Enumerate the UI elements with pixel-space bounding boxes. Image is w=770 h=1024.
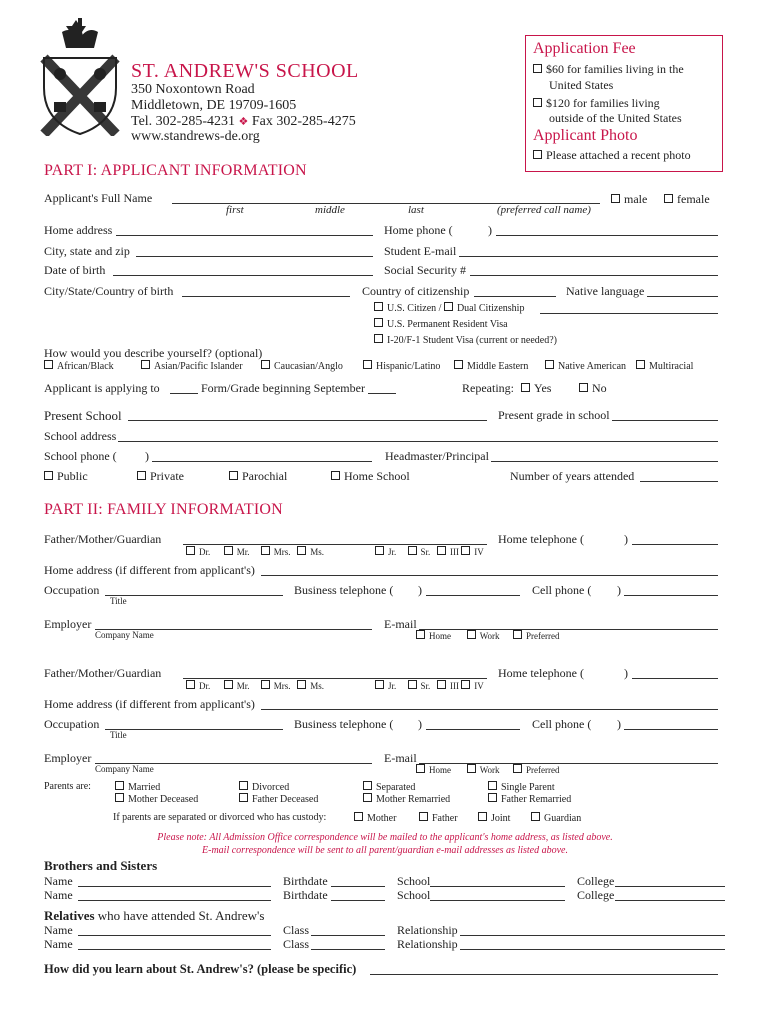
learn-about-label: How did you learn about St. Andrew's? (please be specific) bbox=[44, 962, 357, 976]
dob-field[interactable] bbox=[113, 275, 373, 276]
suffix-option[interactable]: IV bbox=[461, 681, 484, 691]
guardian1-business-tel-label: Business telephone ( bbox=[294, 583, 394, 597]
sibling2-school-field[interactable] bbox=[430, 900, 565, 901]
checkbox-icon bbox=[454, 360, 463, 369]
ssn-field[interactable] bbox=[470, 275, 718, 276]
present-grade-label: Present grade in school bbox=[498, 408, 610, 422]
sibling2-name-label: Name bbox=[44, 888, 73, 902]
preferred-label: (preferred call name) bbox=[497, 204, 591, 216]
status-separated[interactable]: Separated bbox=[363, 781, 415, 793]
email-type-option[interactable]: Preferred bbox=[513, 765, 559, 775]
sibling2-school-label: School bbox=[397, 888, 431, 902]
guardian2-name-field[interactable] bbox=[183, 678, 487, 679]
part1-title: PART I: APPLICANT INFORMATION bbox=[44, 162, 307, 179]
sibling1-birthdate-label: Birthdate bbox=[283, 874, 328, 888]
form-grade-label: Form/Grade beginning September bbox=[201, 381, 365, 395]
guardian1-home-tel-close: ) bbox=[624, 532, 628, 546]
ethnicity-option[interactable]: Asian/Pacific Islander bbox=[141, 360, 243, 372]
status-single-parent[interactable]: Single Parent bbox=[488, 781, 555, 793]
middle-label: middle bbox=[315, 204, 345, 216]
checkbox-icon bbox=[467, 764, 476, 773]
ethnicity-option[interactable]: Caucasian/Anglo bbox=[261, 360, 343, 372]
sibling2-college-field[interactable] bbox=[615, 900, 725, 901]
prefix-option[interactable]: Dr. bbox=[186, 547, 210, 557]
checkbox-icon bbox=[579, 383, 588, 392]
suffix-option[interactable]: III bbox=[437, 547, 459, 557]
city-state-field[interactable] bbox=[136, 256, 373, 257]
checkbox-icon bbox=[363, 781, 372, 790]
relative2-name-label: Name bbox=[44, 937, 73, 951]
relative1-class-field[interactable] bbox=[311, 935, 385, 936]
school-address-label: School address bbox=[44, 429, 117, 443]
guardian2-cell-label: Cell phone ( bbox=[532, 717, 592, 731]
checkbox-icon bbox=[408, 546, 417, 555]
guardian2-occupation-field[interactable] bbox=[105, 729, 283, 730]
prefix-option[interactable]: Mr. bbox=[224, 681, 250, 691]
sibling1-name-field[interactable] bbox=[78, 886, 271, 887]
last-label: last bbox=[408, 204, 424, 216]
checkbox-icon bbox=[545, 360, 554, 369]
applying-label: Applicant is applying to bbox=[44, 381, 160, 395]
custody-joint[interactable]: Joint bbox=[478, 812, 510, 824]
checkbox-icon bbox=[636, 360, 645, 369]
email-type-option[interactable]: Home bbox=[416, 631, 451, 641]
applicant-photo-title: Applicant Photo bbox=[533, 127, 638, 144]
sibling2-birthdate-label: Birthdate bbox=[283, 888, 328, 902]
custody-label: If parents are separated or divorced who has custody: bbox=[113, 812, 327, 823]
guardian2-business-tel-label: Business telephone ( bbox=[294, 717, 394, 731]
relative2-relationship-label: Relationship bbox=[397, 937, 458, 951]
status-married[interactable]: Married bbox=[115, 781, 160, 793]
guardian1-prefix-options bbox=[186, 546, 324, 557]
guardian1-cell-close: ) bbox=[617, 583, 621, 597]
permanent-resident-option[interactable]: U.S. Permanent Resident Visa bbox=[374, 318, 508, 330]
dob-label: Date of birth bbox=[44, 263, 106, 277]
suffix-option[interactable]: IV bbox=[461, 547, 484, 557]
custody-mother[interactable]: Mother bbox=[354, 812, 396, 824]
guardian1-address-field[interactable] bbox=[261, 575, 718, 576]
sibling1-college-field[interactable] bbox=[615, 886, 725, 887]
student-email-label: Student E-mail bbox=[384, 244, 457, 258]
guardian2-home-tel-label: Home telephone ( bbox=[498, 666, 584, 680]
guardian1-suffix-options bbox=[375, 546, 484, 557]
checkbox-icon bbox=[461, 680, 470, 689]
checkbox-icon bbox=[419, 812, 428, 821]
suffix-option[interactable]: Jr. bbox=[375, 547, 396, 557]
school-type-home[interactable]: Home School bbox=[331, 469, 410, 484]
checkbox-icon bbox=[416, 764, 425, 773]
guardian2-business-tel-field[interactable] bbox=[426, 729, 520, 730]
citizenship-type-row: U.S. Citizen / Dual Citizenship bbox=[374, 302, 524, 314]
citizenship-field[interactable] bbox=[474, 296, 556, 297]
prefix-option[interactable]: Mrs. bbox=[261, 681, 291, 691]
present-school-field[interactable] bbox=[128, 420, 487, 421]
checkbox-icon bbox=[137, 471, 146, 480]
checkbox-icon bbox=[374, 318, 383, 327]
status-divorced[interactable]: Divorced bbox=[239, 781, 289, 793]
checkbox-icon bbox=[533, 150, 542, 159]
checkbox-icon bbox=[239, 781, 248, 790]
checkbox-icon bbox=[375, 546, 384, 555]
school-city: Middletown, DE 19709-1605 bbox=[131, 98, 297, 113]
checkbox-icon bbox=[224, 680, 233, 689]
guardian2-title-label: Title bbox=[110, 730, 127, 740]
repeating-yes[interactable]: Yes bbox=[521, 381, 551, 396]
prefix-option[interactable]: Ms. bbox=[297, 547, 324, 557]
part2-title: PART II: FAMILY INFORMATION bbox=[44, 501, 283, 518]
guardian1-home-tel-label: Home telephone ( bbox=[498, 532, 584, 546]
relative2-relationship-field[interactable] bbox=[460, 949, 725, 950]
checkbox-icon bbox=[488, 793, 497, 802]
checkbox-icon bbox=[115, 793, 124, 802]
guardian1-cell-label: Cell phone ( bbox=[532, 583, 592, 597]
checkbox-icon bbox=[141, 360, 150, 369]
present-school-label: Present School bbox=[44, 408, 122, 423]
checkbox-icon bbox=[297, 680, 306, 689]
school-phone-field[interactable] bbox=[152, 461, 372, 462]
headmaster-field[interactable] bbox=[491, 461, 718, 462]
guardian2-cell-field[interactable] bbox=[624, 729, 718, 730]
checkbox-icon bbox=[611, 194, 620, 203]
school-crest-logo bbox=[40, 18, 120, 136]
first-label: first bbox=[226, 204, 244, 216]
checkbox-icon bbox=[186, 680, 195, 689]
checkbox-icon bbox=[229, 471, 238, 480]
guardian1-email-options bbox=[416, 630, 560, 641]
checkbox-icon bbox=[115, 781, 124, 790]
years-attended-label: Number of years attended bbox=[510, 469, 635, 483]
fee-us-option-cont: United States bbox=[549, 78, 614, 92]
guardian1-occupation-label: Occupation bbox=[44, 583, 100, 597]
guardian2-cell-close: ) bbox=[617, 717, 621, 731]
checkbox-icon bbox=[467, 630, 476, 639]
checkbox-icon bbox=[239, 793, 248, 802]
checkbox-icon bbox=[416, 630, 425, 639]
school-website: www.standrews-de.org bbox=[131, 129, 260, 144]
years-attended-field[interactable] bbox=[640, 481, 718, 482]
checkbox-icon bbox=[186, 546, 195, 555]
relative1-name-field[interactable] bbox=[78, 935, 271, 936]
siblings-title: Brothers and Sisters bbox=[44, 858, 158, 873]
correspondence-note-1: Please note: All Admission Office correspondence will be mailed to the applicant's home address, as listed above. bbox=[157, 832, 613, 843]
checkbox-icon bbox=[478, 812, 487, 821]
guardian1-name-field[interactable] bbox=[183, 544, 487, 545]
status-mother-deceased[interactable]: Mother Deceased bbox=[115, 793, 198, 805]
ethnicity-option[interactable]: Native American bbox=[545, 360, 626, 372]
school-type-parochial[interactable]: Parochial bbox=[229, 469, 287, 484]
email-type-option[interactable]: Work bbox=[467, 765, 500, 775]
checkbox-icon[interactable] bbox=[444, 302, 453, 311]
checkbox-icon bbox=[513, 764, 522, 773]
checkbox-icon bbox=[44, 471, 53, 480]
school-phone-close: ) bbox=[145, 449, 149, 463]
guardian1-address-label: Home address (if different from applicant's) bbox=[44, 563, 255, 577]
sibling1-school-field[interactable] bbox=[430, 886, 565, 887]
checkbox-icon bbox=[664, 194, 673, 203]
relative1-class-label: Class bbox=[283, 923, 310, 937]
ethnicity-option[interactable]: African/Black bbox=[44, 360, 114, 372]
checkbox-icon bbox=[437, 680, 446, 689]
school-name: ST. ANDREW'S SCHOOL bbox=[131, 60, 359, 82]
guardian1-label: Father/Mother/Guardian bbox=[44, 532, 162, 546]
prefix-option[interactable]: Mr. bbox=[224, 547, 250, 557]
relatives-title: Relatives who have attended St. Andrew's bbox=[44, 908, 265, 923]
guardian2-employer-label: Employer bbox=[44, 751, 92, 765]
guardian2-suffix-options bbox=[375, 680, 484, 691]
fee-us-option[interactable]: $60 for families living in the bbox=[533, 62, 684, 77]
checkbox-icon[interactable] bbox=[374, 302, 383, 311]
relative2-name-field[interactable] bbox=[78, 949, 271, 950]
application-fee-title: Application Fee bbox=[533, 40, 636, 57]
guardian1-cell-field[interactable] bbox=[624, 595, 718, 596]
september-year-field[interactable] bbox=[368, 393, 396, 394]
status-mother-remarried[interactable]: Mother Remarried bbox=[363, 793, 450, 805]
email-type-option[interactable]: Home bbox=[416, 765, 451, 775]
present-grade-field[interactable] bbox=[612, 420, 718, 421]
checkbox-icon bbox=[44, 360, 53, 369]
guardian1-business-tel-close: ) bbox=[418, 583, 422, 597]
guardian2-company-label: Company Name bbox=[95, 764, 154, 774]
sibling1-birthdate-field[interactable] bbox=[331, 886, 385, 887]
checkbox-icon bbox=[374, 334, 383, 343]
dual-citizenship-field[interactable] bbox=[540, 313, 718, 314]
suffix-option[interactable]: III bbox=[437, 681, 459, 691]
relative1-relationship-label: Relationship bbox=[397, 923, 458, 937]
checkbox-icon bbox=[437, 546, 446, 555]
ethnicity-option[interactable]: Multiracial bbox=[636, 360, 693, 372]
guardian2-email-label: E-mail bbox=[384, 751, 417, 765]
checkbox-icon bbox=[488, 781, 497, 790]
full-name-label: Applicant's Full Name bbox=[44, 191, 153, 205]
home-phone-label: Home phone ( bbox=[384, 223, 453, 237]
suffix-option[interactable]: Sr. bbox=[408, 681, 431, 691]
photo-option[interactable]: Please attached a recent photo bbox=[533, 148, 691, 163]
guardian2-label: Father/Mother/Guardian bbox=[44, 666, 162, 680]
sibling2-college-label: College bbox=[577, 888, 615, 902]
guardian1-title-label: Title bbox=[110, 596, 127, 606]
form-grade-field[interactable] bbox=[170, 393, 198, 394]
status-father-deceased[interactable]: Father Deceased bbox=[239, 793, 318, 805]
home-address-label: Home address bbox=[44, 223, 113, 237]
male-option[interactable]: male bbox=[611, 192, 647, 207]
fee-intl-option[interactable]: $120 for families living bbox=[533, 96, 660, 111]
guardian1-company-label: Company Name bbox=[95, 630, 154, 640]
correspondence-note-2: E-mail correspondence will be sent to all parent/guardian e-mail addresses as listed above. bbox=[202, 845, 568, 856]
checkbox-icon bbox=[354, 812, 363, 821]
relative2-class-field[interactable] bbox=[311, 949, 385, 950]
checkbox-icon bbox=[521, 383, 530, 392]
guardian1-employer-label: Employer bbox=[44, 617, 92, 631]
relative1-relationship-field[interactable] bbox=[460, 935, 725, 936]
guardian1-home-tel-field[interactable] bbox=[632, 544, 718, 545]
checkbox-icon bbox=[297, 546, 306, 555]
custody-father[interactable]: Father bbox=[419, 812, 458, 824]
sibling1-college-label: College bbox=[577, 874, 615, 888]
ssn-label: Social Security # bbox=[384, 263, 466, 277]
sibling2-name-field[interactable] bbox=[78, 900, 271, 901]
prefix-option[interactable]: Ms. bbox=[297, 681, 324, 691]
checkbox-icon bbox=[261, 360, 270, 369]
school-phone-label: School phone ( bbox=[44, 449, 117, 463]
checkbox-icon bbox=[331, 471, 340, 480]
birth-country-field[interactable] bbox=[182, 296, 350, 297]
guardian1-occupation-field[interactable] bbox=[105, 595, 283, 596]
student-visa-option[interactable]: I-20/F-1 Student Visa (current or needed?) bbox=[374, 334, 557, 346]
fee-intl-option-cont: outside of the United States bbox=[549, 111, 682, 125]
school-address: 350 Noxontown Road bbox=[131, 82, 255, 97]
checkbox-icon bbox=[533, 64, 542, 73]
sibling1-school-label: School bbox=[397, 874, 431, 888]
prefix-option[interactable]: Mrs. bbox=[261, 547, 291, 557]
school-type-private[interactable]: Private bbox=[137, 469, 184, 484]
student-email-field[interactable] bbox=[459, 256, 718, 257]
suffix-option[interactable]: Sr. bbox=[408, 547, 431, 557]
parents-are-label: Parents are: bbox=[44, 781, 91, 792]
checkbox-icon bbox=[261, 680, 270, 689]
home-address-field[interactable] bbox=[116, 235, 373, 236]
home-phone-field[interactable] bbox=[496, 235, 718, 236]
custody-guardian[interactable]: Guardian bbox=[531, 812, 581, 824]
status-father-remarried[interactable]: Father Remarried bbox=[488, 793, 571, 805]
guardian2-business-tel-close: ) bbox=[418, 717, 422, 731]
repeating-label: Repeating: bbox=[462, 381, 514, 395]
guardian2-address-label: Home address (if different from applicant's) bbox=[44, 697, 255, 711]
checkbox-icon bbox=[375, 680, 384, 689]
guardian1-email-label: E-mail bbox=[384, 617, 417, 631]
home-phone-close: ) bbox=[488, 223, 492, 237]
native-language-field[interactable] bbox=[647, 296, 718, 297]
sibling2-birthdate-field[interactable] bbox=[331, 900, 385, 901]
checkbox-icon bbox=[363, 360, 372, 369]
checkbox-icon bbox=[513, 630, 522, 639]
school-address-field[interactable] bbox=[118, 441, 718, 442]
prefix-option[interactable]: Dr. bbox=[186, 681, 210, 691]
city-state-label: City, state and zip bbox=[44, 244, 130, 258]
citizenship-label: Country of citizenship bbox=[362, 284, 470, 298]
sibling1-name-label: Name bbox=[44, 874, 73, 888]
suffix-option[interactable]: Jr. bbox=[375, 681, 396, 691]
relative2-class-label: Class bbox=[283, 937, 310, 951]
headmaster-label: Headmaster/Principal bbox=[385, 449, 489, 463]
checkbox-icon bbox=[533, 98, 542, 107]
checkbox-icon bbox=[224, 546, 233, 555]
guardian2-address-field[interactable] bbox=[261, 709, 718, 710]
guardian2-home-tel-close: ) bbox=[624, 666, 628, 680]
checkbox-icon bbox=[261, 546, 270, 555]
guardian2-email-options bbox=[416, 764, 560, 775]
email-type-option[interactable]: Preferred bbox=[513, 631, 559, 641]
school-type-public[interactable]: Public bbox=[44, 469, 88, 484]
checkbox-icon bbox=[531, 812, 540, 821]
email-type-option[interactable]: Work bbox=[467, 631, 500, 641]
learn-about-field[interactable] bbox=[370, 974, 718, 975]
guardian2-occupation-label: Occupation bbox=[44, 717, 100, 731]
checkbox-icon bbox=[363, 793, 372, 802]
ethnicity-option[interactable]: Hispanic/Latino bbox=[363, 360, 440, 372]
native-language-label: Native language bbox=[566, 284, 645, 298]
ethnicity-option[interactable]: Middle Eastern bbox=[454, 360, 528, 372]
female-option[interactable]: female bbox=[664, 192, 710, 207]
relative1-name-label: Name bbox=[44, 923, 73, 937]
birth-country-label: City/State/Country of birth bbox=[44, 284, 174, 298]
repeating-no[interactable]: No bbox=[579, 381, 607, 396]
guardian2-prefix-options bbox=[186, 680, 324, 691]
guardian2-home-tel-field[interactable] bbox=[632, 678, 718, 679]
school-phone-fax: Tel. 302-285-4231 ❖ Fax 302-285-4275 bbox=[131, 114, 356, 129]
checkbox-icon bbox=[408, 680, 417, 689]
guardian1-business-tel-field[interactable] bbox=[426, 595, 520, 596]
checkbox-icon bbox=[461, 546, 470, 555]
describe-label: How would you describe yourself? (optional) bbox=[44, 346, 263, 360]
